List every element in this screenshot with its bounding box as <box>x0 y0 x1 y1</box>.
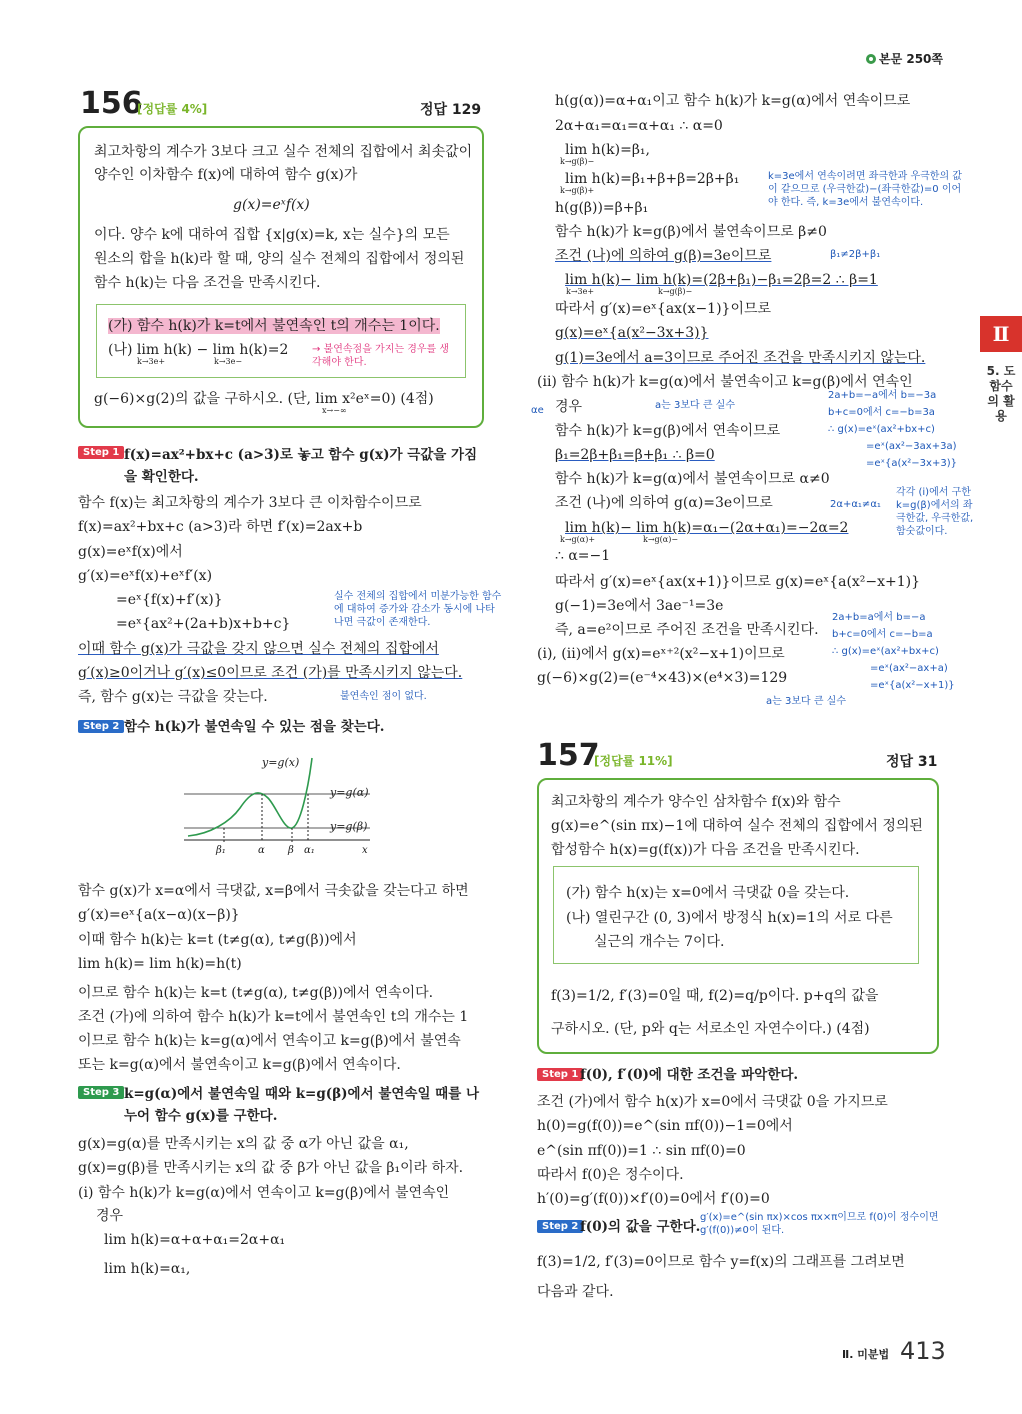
side-note: αe <box>531 405 544 416</box>
side-note: =eˣ{a(x²−x+1)} <box>870 680 955 691</box>
solution-line: 2α+α₁=α₁=α+α₁ ∴ α=0 <box>555 118 723 134</box>
limit-subscript: x→−∞ <box>322 406 347 415</box>
problem-line: 원소의 합을 h(k)라 할 때, 양의 실수 전체의 집합에서 정의된 <box>94 251 465 267</box>
step-2-title: f(0)의 값을 구한다. <box>580 1219 701 1235</box>
solution-line: 따라서 g′(x)=eˣ{ax(x+1)}이므로 g(x)=eˣ{a(x²−x+1)} <box>555 574 921 590</box>
step-2-tag: Step 2 <box>78 720 124 733</box>
solution-line: g(−6)×g(2)=(e⁻⁴×43)×(e⁴×3)=129 <box>537 670 788 686</box>
solution-line: 조건 (가)에서 함수 h(x)가 x=0에서 극댓값 0을 가지므로 <box>537 1094 888 1110</box>
condition-b: (나) lim h(k) − lim h(k)=2 <box>108 342 289 358</box>
answer-label: 정답 129 <box>420 102 482 118</box>
condition-a: (가) 함수 h(x)는 x=0에서 극댓값 0을 갖는다. <box>566 885 850 901</box>
limit-subscript: k→g(α)+ <box>560 535 596 544</box>
solution-line: lim h(k)=β₁, <box>565 142 650 158</box>
side-note: g′(x)=e^(sin πx)×cos πx×π이므로 f(0)이 정수이면 g′(f(0))≠0이 된다. <box>700 1212 939 1236</box>
solution-line: h′(0)=g′(f(0))×f′(0)=0에서 f′(0)=0 <box>537 1191 770 1207</box>
solution-line: g′(x)=eˣ{a(x−α)(x−β)} <box>78 907 240 923</box>
graph-label: y=g(β) <box>330 820 368 833</box>
solution-line: g(x)=g(α)를 만족시키는 x의 값 중 α가 아닌 값을 α₁, <box>78 1136 409 1152</box>
step-2-tag: Step 2 <box>537 1220 583 1233</box>
problem-number: 157 <box>537 738 600 773</box>
limit-subscript: k→g(β)+ <box>560 186 595 195</box>
side-note: a는 3보다 큰 실수 <box>766 696 846 707</box>
solution-line: =eˣ{f(x)+f′(x)} <box>116 592 223 608</box>
solution-line: g′(x)=eˣf(x)+eˣf′(x) <box>78 568 213 584</box>
solution-line: 이므로 함수 h(k)는 k=t (t≠g(α), t≠g(β))에서 연속이다. <box>78 985 434 1001</box>
limit-subscript: k→3e+ <box>137 357 166 366</box>
accuracy-rate: [정답률 11%] <box>594 754 673 768</box>
limit-subscript: k→3e− <box>214 357 243 366</box>
side-note: =eˣ(ax²−3ax+3a) <box>866 441 957 452</box>
solution-line: 함수 g(x)가 x=α에서 극댓값, x=β에서 극솟값을 갖는다고 하면 <box>78 883 469 899</box>
solution-line: f(x)=ax²+bx+c (a>3)라 하면 f′(x)=2ax+b <box>78 519 363 535</box>
condition-b: (나) 열린구간 (0, 3)에서 방정식 h(x)=1의 서로 다른 <box>566 910 893 926</box>
side-note: 2a+b=−a에서 b=−3a <box>828 390 937 401</box>
step-2-title: 함수 h(k)가 불연속일 수 있는 점을 찾는다. <box>124 719 385 735</box>
solution-line: 또는 k=g(α)에서 불연속이고 k=g(β)에서 연속이다. <box>78 1057 401 1073</box>
step-3-tag: Step 3 <box>78 1086 124 1099</box>
solution-line: (i) 함수 h(k)가 k=g(α)에서 연속이고 k=g(β)에서 불연속인 <box>78 1185 450 1201</box>
solution-line: =eˣ{ax²+(2a+b)x+b+c} <box>116 616 291 632</box>
solution-line: 다음과 같다. <box>537 1284 614 1300</box>
solution-line: h(g(β))=β+β₁ <box>555 200 649 216</box>
side-note: =eˣ(ax²−ax+a) <box>870 663 948 674</box>
graph-label: α₁ <box>304 845 315 856</box>
step-1-tag: Step 1 <box>537 1068 583 1081</box>
side-note: 2a+b=a에서 b=−a <box>832 612 926 623</box>
solution-line: 조건 (나)에 의하여 g(α)=3e이므로 <box>555 495 773 511</box>
accuracy-rate: [정답률 4%] <box>137 102 208 116</box>
solution-line: 경우 <box>555 399 583 415</box>
problem-line: 이다. 양수 k에 대하여 집합 {x|g(x)=k, x는 실수}의 모든 <box>94 227 450 243</box>
solution-line: g′(x)≥0이거나 g′(x)≤0이므로 조건 (가)를 만족시키지 않는다. <box>78 665 463 681</box>
problem-line: 양수인 이차함수 f(x)에 대하여 함수 g(x)가 <box>94 167 358 183</box>
problem-line: g(x)=e^(sin πx)−1에 대하여 실수 전체의 집합에서 정의된 <box>551 818 923 834</box>
problem-line: 최고차항의 계수가 양수인 삼차함수 f(x)와 함수 <box>551 794 841 810</box>
question-text: 구하시오. (단, p와 q는 서로소인 자연수이다.) (4점) <box>551 1021 870 1037</box>
side-note: β₁≠2β+β₁ <box>830 249 881 260</box>
problem-line: 합성함수 h(x)=g(f(x))가 다음 조건을 만족시킨다. <box>551 842 860 858</box>
step-1-title: f(0), f′(0)에 대한 조건을 파악한다. <box>580 1067 799 1083</box>
condition-b-continued: 실근의 개수는 7이다. <box>594 934 725 950</box>
solution-line: (ii) 함수 h(k)가 k=g(α)에서 불연속이고 k=g(β)에서 연속인 <box>537 374 913 390</box>
problem-line: g(x)=eˣf(x) <box>233 197 310 213</box>
condition-a: (가) 함수 h(k)가 k=t에서 불연속인 t의 개수는 1이다. <box>108 318 440 334</box>
solution-line: (i), (ii)에서 g(x)=eˣ⁺²(x²−x+1)이므로 <box>537 646 785 662</box>
solution-line: 따라서 f(0)은 정수이다. <box>537 1167 684 1183</box>
problem-number: 156 <box>80 86 143 121</box>
side-note: k=3e에서 연속이려면 좌극한과 우극한의 값이 같으므로 (우극한값)−(좌극한값)=0 이어야 한다. 즉, k=3e에서 불연속이다. <box>768 171 962 208</box>
side-note: 실수 전체의 집합에서 미분가능한 함수에 대하여 증가와 감소가 동시에 나타나면 극값이 존재한다. <box>334 591 502 628</box>
limit-subscript: k→g(β)− <box>560 157 595 166</box>
solution-line: 함수 h(k)가 k=g(α)에서 불연속이므로 α≠0 <box>555 471 830 487</box>
solution-line: f(3)=1/2, f′(3)=0이므로 함수 y=f(x)의 그래프를 그려보면 <box>537 1254 905 1270</box>
solution-line: 조건 (가)에 의하여 함수 h(k)가 k=t에서 불연속인 t의 개수는 1 <box>78 1009 469 1025</box>
page-reference: 본문 250쪽 <box>866 50 943 67</box>
page-number: 413 <box>900 1337 946 1365</box>
circle-bullet-icon <box>866 54 876 64</box>
problem-line: 함수 h(k)는 다음 조건을 만족시킨다. <box>94 275 321 291</box>
side-note: a는 3보다 큰 실수 <box>655 400 735 411</box>
side-note: b+c=0에서 c=−b=a <box>832 629 933 640</box>
solution-line: lim h(k)=α+α+α₁=2α+α₁ <box>104 1232 286 1248</box>
solution-line: 함수 h(k)가 k=g(β)에서 불연속이므로 β≠0 <box>555 224 827 240</box>
solution-line: lim h(k)− lim h(k)=(2β+β₁)−β₁=2β=2 ∴ β=1 <box>565 272 878 288</box>
side-note: 2α+α₁≠α₁ <box>830 499 881 510</box>
solution-line: g(x)=eˣf(x)에서 <box>78 544 183 560</box>
solution-line: 이므로 함수 h(k)는 k=g(α)에서 연속이고 k=g(β)에서 불연속 <box>78 1033 461 1049</box>
step-1-title: f(x)=ax²+bx+c (a>3)로 놓고 함수 g(x)가 극값을 가짐을 확인한다. <box>124 447 478 485</box>
solution-line: g(x)=g(β)를 만족시키는 x의 값 중 β가 아닌 값을 β₁이라 하자. <box>78 1160 464 1176</box>
graph-label: x <box>362 845 368 856</box>
graph-label: y=g(x) <box>262 756 300 769</box>
side-note: b+c=0에서 c=−b=3a <box>828 407 935 418</box>
solution-line: lim h(k)= lim h(k)=h(t) <box>78 956 242 972</box>
question-text: f(3)=1/2, f′(3)=0일 때, f(2)=q/p이다. p+q의 값을 <box>551 988 879 1004</box>
solution-line: h(g(α))=α+α₁이고 함수 h(k)가 k=g(α)에서 연속이므로 <box>555 93 911 109</box>
chapter-vertical-label: 5. 도함수의 활용 <box>986 364 1016 423</box>
answer-label: 정답 31 <box>886 754 938 770</box>
solution-line: β₁=2β+β₁=β+β₁ ∴ β=0 <box>555 447 715 463</box>
graph-label: β <box>288 845 294 856</box>
step-1-tag: Step 1 <box>78 446 124 459</box>
graph-label: α <box>258 845 265 856</box>
solution-line: g(−1)=3e에서 3ae⁻¹=3e <box>555 598 724 614</box>
step-3-title: k=g(α)에서 불연속일 때와 k=g(β)에서 불연속일 때를 나누어 함수 g(x)를 구한다. <box>124 1086 480 1124</box>
graph-label: y=g(α) <box>330 786 369 799</box>
solution-line: 이때 함수 g(x)가 극값을 갖지 않으면 실수 전체의 집합에서 <box>78 641 439 657</box>
solution-line: 함수 h(k)가 k=g(β)에서 연속이므로 <box>555 423 781 439</box>
solution-line: 경우 <box>96 1208 124 1224</box>
limit-subscript: k→g(α)− <box>643 535 679 544</box>
solution-line: 즉, a=e²이므로 주어진 조건을 만족시킨다. <box>555 622 819 638</box>
solution-line: e^(sin πf(0))=1 ∴ sin πf(0)=0 <box>537 1143 746 1159</box>
limit-subscript: k→g(β)− <box>658 287 693 296</box>
problem-line: 최고차항의 계수가 3보다 크고 실수 전체의 집합에서 최솟값이 <box>94 144 473 160</box>
solution-line: lim h(k)=α₁, <box>104 1261 191 1277</box>
solution-line: g(x)=eˣ{a(x²−3x+3)} <box>555 325 709 341</box>
side-note: ∴ g(x)=eˣ(ax²+bx+c) <box>832 646 939 657</box>
solution-line: 이때 함수 h(k)는 k=t (t≠g(α), t≠g(β))에서 <box>78 932 357 948</box>
chapter-tab-label: Ⅱ <box>992 322 1010 346</box>
condition-note: → 불연속점을 가지는 경우를 생각해야 한다. <box>312 344 450 368</box>
question-text: g(−6)×g(2)의 값을 구하시오. (단, lim x²eˣ=0) (4점) <box>94 391 434 407</box>
side-note: 불연속인 점이 없다. <box>340 691 427 702</box>
solution-line: ∴ α=−1 <box>555 548 611 564</box>
solution-line: lim h(k)− lim h(k)=α₁−(2α+α₁)=−2α=2 <box>565 520 849 536</box>
footer-section: Ⅱ. 미분법 <box>842 1348 890 1361</box>
solution-line: g(1)=3e에서 a=3이므로 주어진 조건을 만족시키지 않는다. <box>555 350 926 366</box>
limit-subscript: k→3e+ <box>566 287 595 296</box>
side-note: ∴ g(x)=eˣ(ax²+bx+c) <box>828 424 935 435</box>
solution-line: 함수 f(x)는 최고차항의 계수가 3보다 큰 이차함수이므로 <box>78 495 422 511</box>
solution-line: lim h(k)=β₁+β+β=2β+β₁ <box>565 171 740 187</box>
solution-line: 조건 (나)에 의하여 g(β)=3e이므로 <box>555 248 772 264</box>
side-note: =eˣ{a(x²−3x+3)} <box>866 458 957 469</box>
solution-line: 따라서 g′(x)=eˣ{ax(x−1)}이므로 <box>555 301 772 317</box>
graph-label: β₁ <box>216 845 226 856</box>
solution-line: 즉, 함수 g(x)는 극값을 갖는다. <box>78 689 268 705</box>
side-note: 각각 (i)에서 구한 k=g(β)에서의 좌극한값, 우극한값, 함숫값이다. <box>896 487 974 537</box>
solution-line: h(0)=g(f(0))=e^(sin πf(0))−1=0에서 <box>537 1118 793 1134</box>
